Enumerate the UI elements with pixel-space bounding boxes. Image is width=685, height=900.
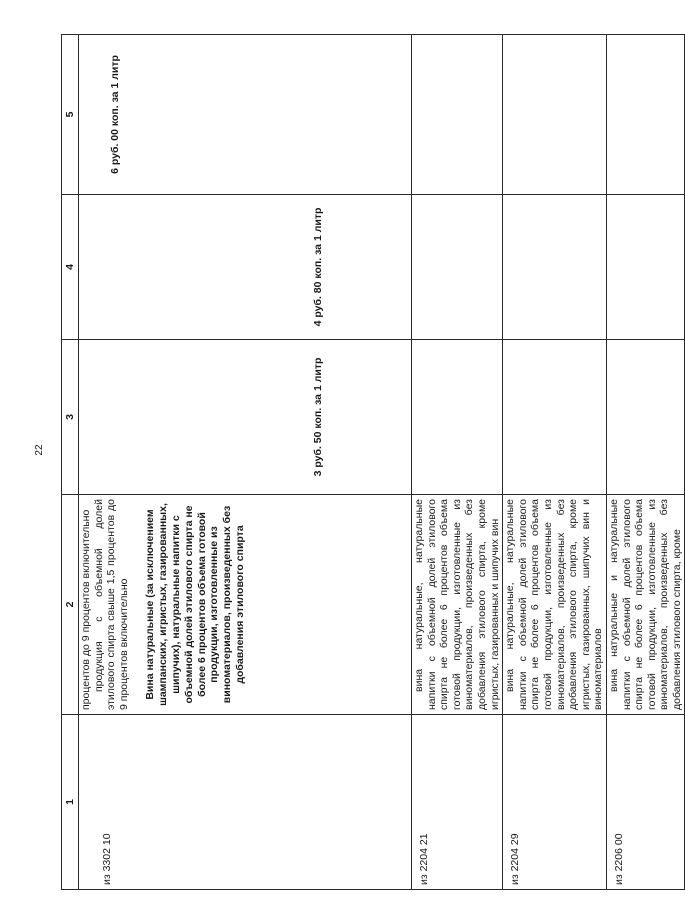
rate-col4	[79, 195, 412, 340]
table-row	[606, 35, 685, 890]
product-code: из 2206 00	[606, 715, 685, 890]
product-description: вина натуральные, натуральные напитки с объемной долей этилового спирта не более 6 процентов объема готовой продукции, изготовленные из виноматериалов, произведенных без добавления этилового спирта, кроме игристых, газированных, шипучих вин и виноматериалов	[503, 495, 607, 715]
column-header: 1	[62, 715, 79, 890]
rate-col4	[503, 195, 607, 340]
product-code: из 2204 21	[412, 715, 503, 890]
rate-col3	[412, 340, 503, 495]
section-heading: Вина натуральные (за исключением шампанских, игристых, газированных, шипучих), натуральные напитки с объемной долей этилового спирта не более 6 процентов объема готовой продукции, изготовленные из виноматериалов, произведенных без добавления этилового спирта	[144, 503, 246, 706]
table-row	[503, 35, 607, 890]
description-text: продукция с объемной долей этилового спирта свыше 1,5 процентов до 9 процентов включительно	[92, 499, 130, 710]
rate-col3	[606, 340, 685, 495]
column-header: 4	[62, 195, 79, 340]
column-header: 5	[62, 35, 79, 195]
rate-col5	[503, 35, 607, 195]
product-description: вина натуральные и натуральные напитки с объемной долей этилового спирта не более 6 процентов объема готовой продукции, изготовленные из виноматериалов, произведенных без добавления этилового спирта, кроме	[606, 495, 685, 715]
rate-col5	[412, 35, 503, 195]
table-row	[412, 35, 503, 890]
column-header: 3	[62, 340, 79, 495]
rate-value: 3 руб. 50 коп. за 1 литр	[312, 357, 324, 477]
tariff-table	[61, 35, 683, 890]
product-description: вина натуральные, натуральные напитки с объемной долей этилового спирта не более 6 процентов объема готовой продукции, изготовленные из виноматериалов, произведенных без добавления этилового спирта, кроме игристых, газированных и шипучих вин	[412, 495, 503, 715]
rate-col4	[412, 195, 503, 340]
column-header: 2	[62, 495, 79, 715]
product-description	[79, 495, 412, 715]
table-header-row	[62, 35, 79, 890]
rate-col5	[79, 35, 412, 195]
rate-col3	[79, 340, 412, 495]
page-number: 22	[34, 444, 45, 456]
rate-col3	[503, 340, 607, 495]
rate-value: 6 руб. 00 коп. за 1 литр	[109, 55, 121, 174]
product-code: из 3302 10	[79, 715, 412, 890]
rate-col4	[606, 195, 685, 340]
table-row	[79, 35, 412, 890]
product-code: из 2204 29	[503, 715, 607, 890]
rate-value: 4 руб. 80 коп. за 1 литр	[312, 207, 324, 327]
description-text: процентов до 9 процентов включительно	[80, 509, 92, 710]
rate-col5	[606, 35, 685, 195]
